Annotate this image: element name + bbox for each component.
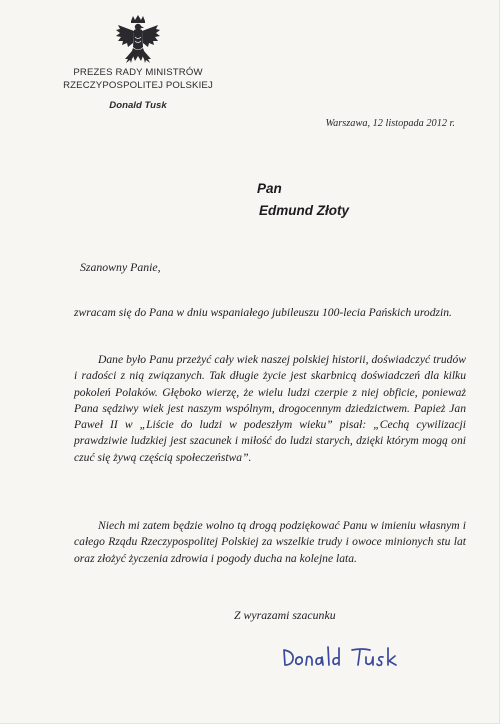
paragraph-intro <box>74 305 466 321</box>
sender-office-line2: RZECZYPOSPOLITEJ POLSKIEJ <box>63 80 213 91</box>
place-date: Warszawa, 12 listopada 2012 r. <box>325 118 455 129</box>
handwritten-signature <box>280 642 405 672</box>
recipient-block <box>257 178 349 222</box>
sender-header <box>60 66 216 112</box>
paragraph-main <box>74 352 466 466</box>
paragraph-thanks-text: Niech mi zatem będzie wolno tą drogą podziękować Panu w imieniu własnym i całego Rządu Rzeczypospolitej Polskiej za wszelkie trudy i owoce minionych stu lat oraz złożyć życzenia zdrowia i pogody ducha na kolejne lata. <box>74 519 466 565</box>
recipient-name: Edmund Złoty <box>259 203 349 218</box>
paragraph-main-text: Dane było Panu przeżyć cały wiek naszej polskiej historii, doświadczyć trudów i radości z nią związanych. Tak długie życie jest skarbnicą doświadczeń dla kilku pokoleń Polaków. Głęboko wierzę, że wielu ludzi czerpie z niej obficie, ponieważ Pana sędziwy wiek jest naszym wspólnym, drogocennym dziedzictwem. Papież Jan Paweł II w „Liście do ludzi w podeszłym wieku” pisał: „Cechą cywilizacji prawdziwie ludzkiej jest szacunek i miłość do ludzi starych, dzięki którym mogą oni czuć się żywą częścią społeczeństwa”. <box>74 353 466 464</box>
paragraph-thanks <box>74 518 466 567</box>
polish-eagle-emblem-icon <box>114 15 162 73</box>
sender-office-line1: PREZES RADY MINISTRÓW <box>73 67 203 78</box>
closing-phrase: Z wyrazami szacunku <box>234 608 336 622</box>
paragraph-intro-text: zwracam się do Pana w dniu wspaniałego jubileuszu 100-lecia Pańskich urodzin. <box>74 306 452 319</box>
sender-name: Donald Tusk <box>109 100 167 111</box>
recipient-title: Pan <box>257 181 282 196</box>
salutation: Szanowny Panie, <box>80 260 161 274</box>
